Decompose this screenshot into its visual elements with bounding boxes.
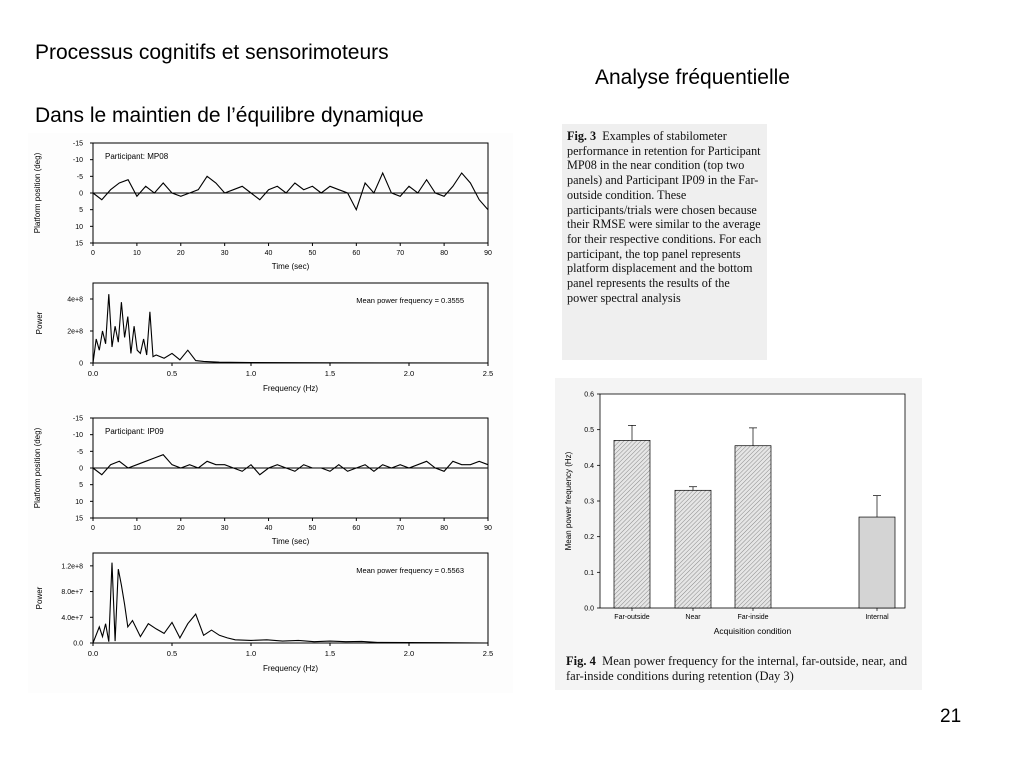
mp08-position-ylabel: Platform position (deg) [33, 152, 42, 234]
ip09-power-panel [35, 553, 493, 673]
ip09-position-series-line [93, 455, 488, 475]
mp08-power-xtick-label: 1.5 [324, 369, 336, 378]
ip09-power-xtick-label: 0.5 [166, 649, 178, 658]
slide-title-line2: Dans le maintien de l’équilibre dynamique [35, 104, 424, 127]
mp08-position-ytick-label: -5 [76, 173, 83, 181]
bar-xlabel: Acquisition condition [713, 626, 792, 636]
ip09-position-xtick-label: 70 [396, 525, 405, 532]
ip09-position-xtick-label: 30 [220, 525, 229, 532]
bar-category-label: Far-outside [614, 614, 650, 621]
bar-ytick-label: 0.5 [584, 427, 594, 435]
mp08-position-xtick-label: 50 [308, 250, 317, 257]
fig3-label: Fig. 3 [567, 129, 597, 143]
mp08-position-xtick-label: 40 [264, 250, 273, 257]
mean-power-frequency-bar-chart [555, 378, 922, 648]
fig3-caption: Examples of stabilometer performance in retention for Participant MP08 in the near condition (top two panels) and Participant IP09 in the Far-outside condition. These participants/trials were chosen because their RMSE were similar to the average for their respective conditions. For each participant, the top panel represents platform displacement and the bottom panel represents the results of the power spectral analysis [567, 129, 762, 305]
ip09-position-ytick-label: 10 [75, 498, 83, 506]
mp08-position-xtick-label: 70 [396, 250, 405, 257]
mp08-position-xlabel: Time (sec) [271, 262, 310, 271]
mp08-power-panel [35, 283, 493, 393]
ip09-position-xtick-label: 50 [308, 525, 317, 532]
mp08-position-xtick-label: 60 [352, 250, 361, 257]
mp08-power-ytick-label: 0 [79, 360, 83, 368]
mp08-position-ytick-label: 5 [79, 207, 83, 215]
ip09-power-xtick-label: 2.0 [403, 649, 415, 658]
mp08-position-title: Participant: MP08 [105, 152, 169, 161]
mp08-position-xtick-label: 30 [220, 250, 229, 257]
mp08-power-xlabel: Frequency (Hz) [262, 384, 319, 393]
mp08-position-ytick-label: 0 [79, 190, 83, 198]
ip09-power-ytick-label: 4.0e+7 [61, 614, 83, 622]
bar-far-inside [735, 446, 771, 608]
bar-far-outside [614, 440, 650, 608]
slide-title-line1: Processus cognitifs et sensorimoteurs [35, 41, 389, 64]
bar-ytick-label: 0.2 [584, 534, 594, 542]
bar-ytick-label: 0.6 [584, 391, 594, 399]
ip09-power-ytick-label: 8.0e+7 [61, 589, 83, 597]
bar-ytick-label: 0.0 [584, 605, 594, 613]
ip09-power-xtick-label: 1.0 [245, 649, 257, 658]
ip09-power-ytick-label: 0.0 [73, 640, 83, 648]
bar-category-label: Far-inside [737, 614, 769, 621]
fig4-figure [555, 378, 922, 690]
mp08-position-xtick-label: 0 [91, 250, 95, 257]
bar-near [675, 490, 711, 608]
ip09-position-xtick-label: 80 [440, 525, 449, 532]
mp08-power-xtick-label: 2.5 [482, 369, 494, 378]
bar-ylabel: Mean power frequency (Hz) [564, 451, 573, 551]
ip09-power-xtick-label: 2.5 [482, 649, 494, 658]
mp08-position-ytick-label: 15 [75, 240, 83, 248]
fig4-caption: Mean power frequency for the internal, far-outside, near, and far-inside conditions during retention (Day 3) [566, 654, 908, 683]
mp08-position-xtick-label: 20 [176, 250, 185, 257]
bar-ytick-label: 0.3 [584, 498, 594, 506]
ip09-power-annotation: Mean power frequency = 0.5563 [356, 566, 464, 575]
ip09-position-xtick-label: 0 [91, 525, 95, 532]
mp08-position-xtick-label: 10 [132, 250, 141, 257]
ip09-power-xlabel: Frequency (Hz) [262, 664, 319, 673]
mp08-power-xtick-label: 1.0 [245, 369, 257, 378]
fig4-caption-block [566, 654, 918, 683]
bar-category-label: Internal [865, 614, 889, 621]
mp08-power-xtick-label: 0.0 [87, 369, 99, 378]
mp08-power-xtick-label: 2.0 [403, 369, 415, 378]
ip09-position-ytick-label: -5 [76, 448, 83, 456]
mp08-position-series-line [93, 173, 488, 210]
ip09-power-xtick-label: 1.5 [324, 649, 336, 658]
fig3-caption-box [562, 124, 767, 360]
stabilometer-panels [28, 133, 513, 693]
mp08-position-xtick-label: 80 [440, 250, 449, 257]
ip09-position-xtick-label: 40 [264, 525, 273, 532]
ip09-position-xtick-label: 20 [176, 525, 185, 532]
ip09-position-xtick-label: 60 [352, 525, 361, 532]
ip09-position-title: Participant: IP09 [105, 427, 164, 436]
mp08-position-xtick-label: 90 [484, 250, 492, 257]
ip09-position-xtick-label: 90 [484, 525, 492, 532]
page-number: 21 [940, 706, 962, 727]
ip09-position-ytick-label: 15 [75, 515, 83, 523]
mp08-power-ytick-label: 4e+8 [67, 296, 83, 304]
fig4-label: Fig. 4 [566, 654, 596, 668]
ip09-position-ytick-label: 5 [79, 482, 83, 490]
mp08-position-ytick-label: 10 [75, 223, 83, 231]
ip09-position-panel [33, 416, 492, 547]
bar-ytick-label: 0.4 [584, 462, 594, 470]
ip09-position-ytick-label: 0 [79, 465, 83, 473]
mp08-position-ytick-label: -10 [72, 157, 83, 165]
ip09-power-xtick-label: 0.0 [87, 649, 99, 658]
mp08-power-xtick-label: 0.5 [166, 369, 178, 378]
ip09-position-ytick-label: -10 [72, 432, 83, 440]
ip09-position-ylabel: Platform position (deg) [33, 427, 42, 509]
ip09-power-ylabel: Power [35, 586, 44, 610]
ip09-position-ytick-label: -15 [72, 415, 83, 423]
ip09-position-xtick-label: 10 [132, 525, 141, 532]
mp08-position-panel [33, 141, 492, 272]
right-section-title: Analyse fréquentielle [595, 66, 790, 89]
ip09-power-ytick-label: 1.2e+8 [61, 563, 83, 571]
mp08-power-ylabel: Power [35, 311, 44, 335]
mp08-power-annotation: Mean power frequency = 0.3555 [356, 296, 464, 305]
mp08-power-ytick-label: 2e+8 [67, 328, 83, 336]
bar-category-label: Near [685, 614, 701, 621]
stabilometer-figure [28, 133, 513, 693]
bar-internal [859, 517, 895, 608]
bar-ytick-label: 0.1 [584, 569, 594, 577]
ip09-position-xlabel: Time (sec) [271, 537, 310, 546]
mp08-position-ytick-label: -15 [72, 140, 83, 148]
